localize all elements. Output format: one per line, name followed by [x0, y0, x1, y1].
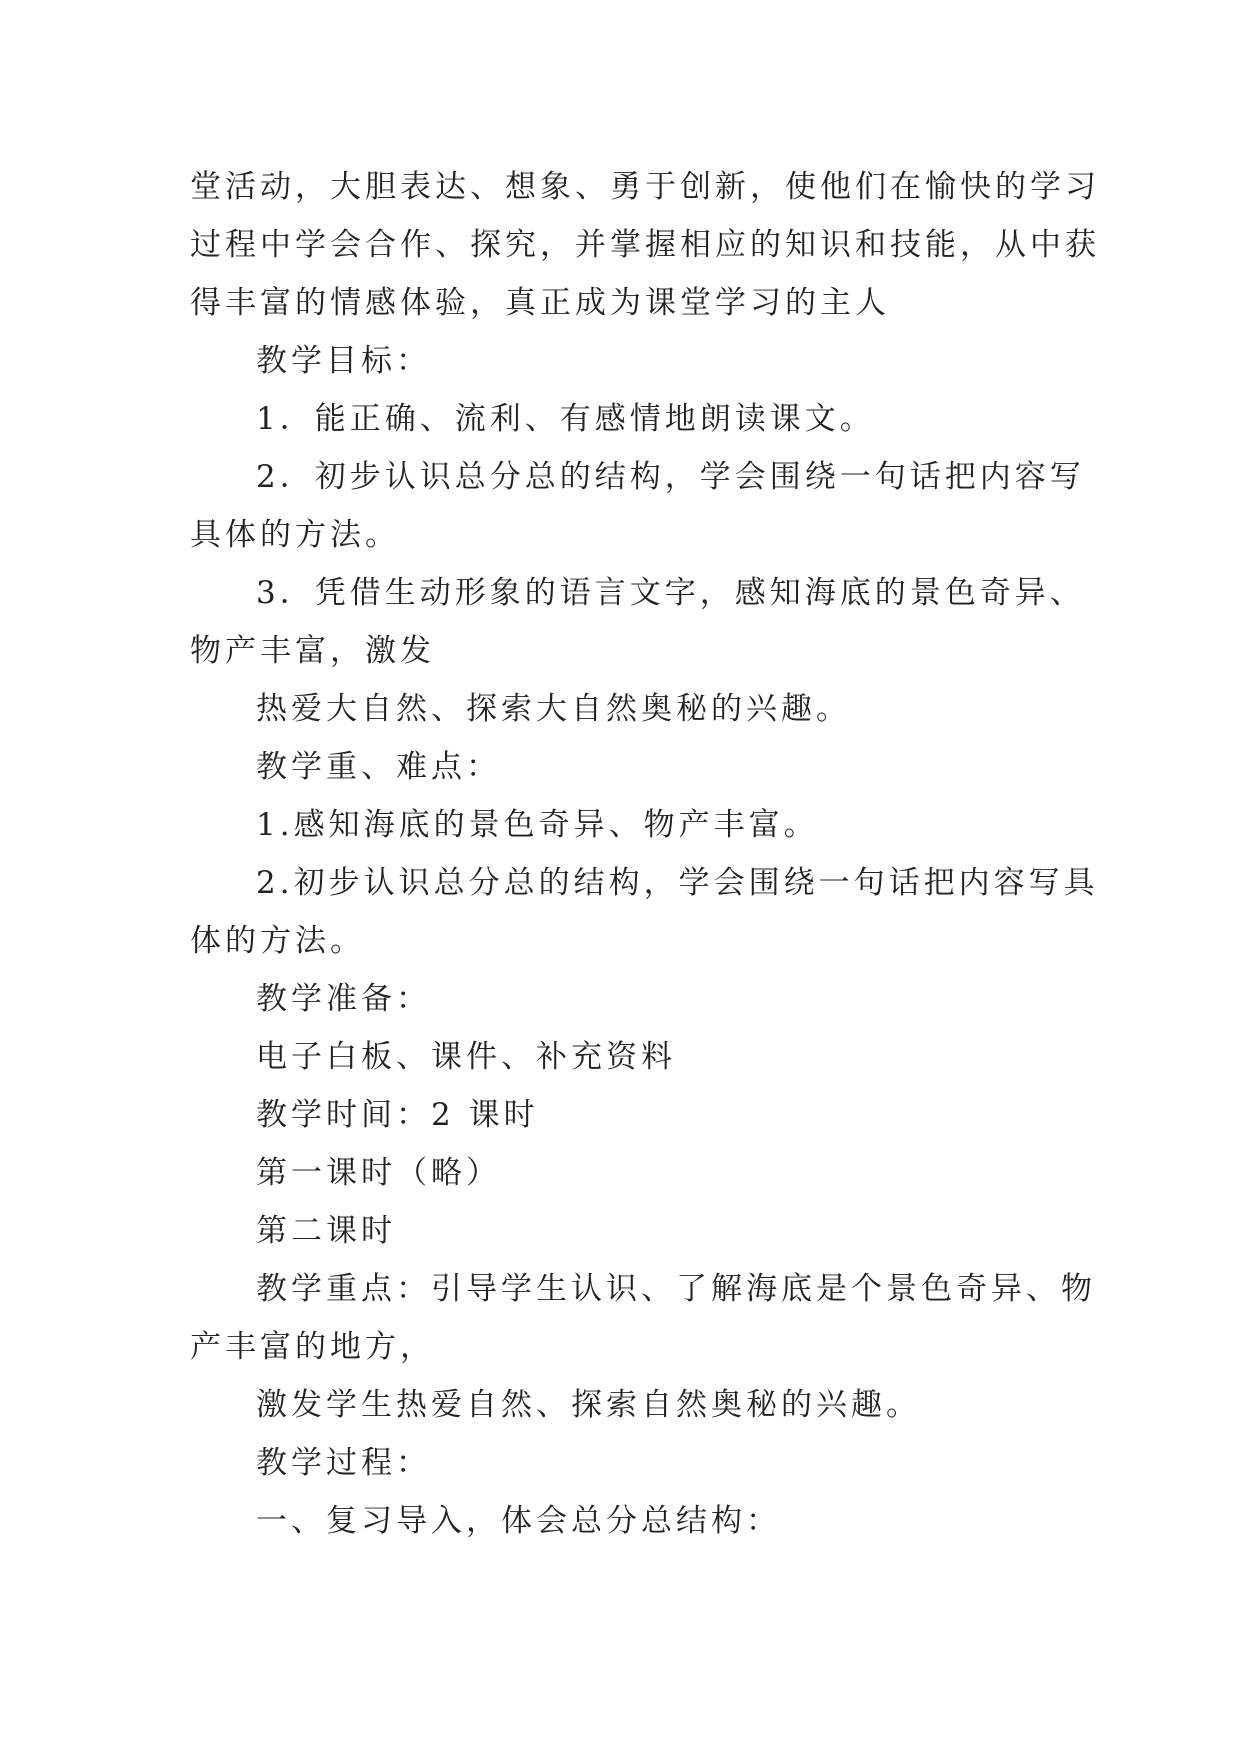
process-step-1: 一、复习导入，体会总分总结构： [256, 1503, 781, 1539]
section-heading-key-points: 教学重、难点： [256, 749, 501, 785]
body-line: 体的方法。 [190, 923, 365, 959]
objective-item-2: 2．初步认识总分总的结构，学会围绕一句话把内容写 [256, 459, 1085, 495]
body-line: 热爱大自然、探索大自然奥秘的兴趣。 [256, 691, 851, 727]
lesson-one-heading: 第一课时（略） [256, 1155, 501, 1191]
lesson-two-heading: 第二课时 [256, 1213, 396, 1249]
objective-item-1: 1．能正确、流利、有感情地朗读课文。 [256, 401, 875, 437]
preparation-materials: 电子白板、课件、补充资料 [256, 1039, 676, 1075]
key-point-item-1: 1.感知海底的景色奇异、物产丰富。 [256, 807, 819, 843]
key-point-item-2: 2.初步认识总分总的结构，学会围绕一句话把内容写具 [256, 865, 1099, 901]
body-line: 产丰富的地方， [190, 1329, 435, 1365]
body-line: 过程中学会合作、探究，并掌握相应的知识和技能，从中获 [190, 227, 1100, 263]
body-line: 激发学生热爱自然、探索自然奥秘的兴趣。 [256, 1387, 921, 1423]
teaching-time: 教学时间：2 课时 [256, 1097, 539, 1133]
section-heading-preparation: 教学准备： [256, 981, 431, 1017]
body-line: 具体的方法。 [190, 517, 400, 553]
body-line: 堂活动，大胆表达、想象、勇于创新，使他们在愉快的学习 [190, 169, 1100, 205]
section-heading-process: 教学过程： [256, 1445, 431, 1481]
objective-item-3: 3．凭借生动形象的语言文字，感知海底的景色奇异、 [256, 575, 1085, 611]
lesson-focus: 教学重点：引导学生认识、了解海底是个景色奇异、物 [256, 1271, 1096, 1307]
body-line: 物产丰富，激发 [190, 633, 435, 669]
body-line: 得丰富的情感体验，真正成为课堂学习的主人 [190, 285, 890, 321]
section-heading-objectives: 教学目标： [256, 343, 431, 379]
document-body [190, 158, 1100, 1550]
